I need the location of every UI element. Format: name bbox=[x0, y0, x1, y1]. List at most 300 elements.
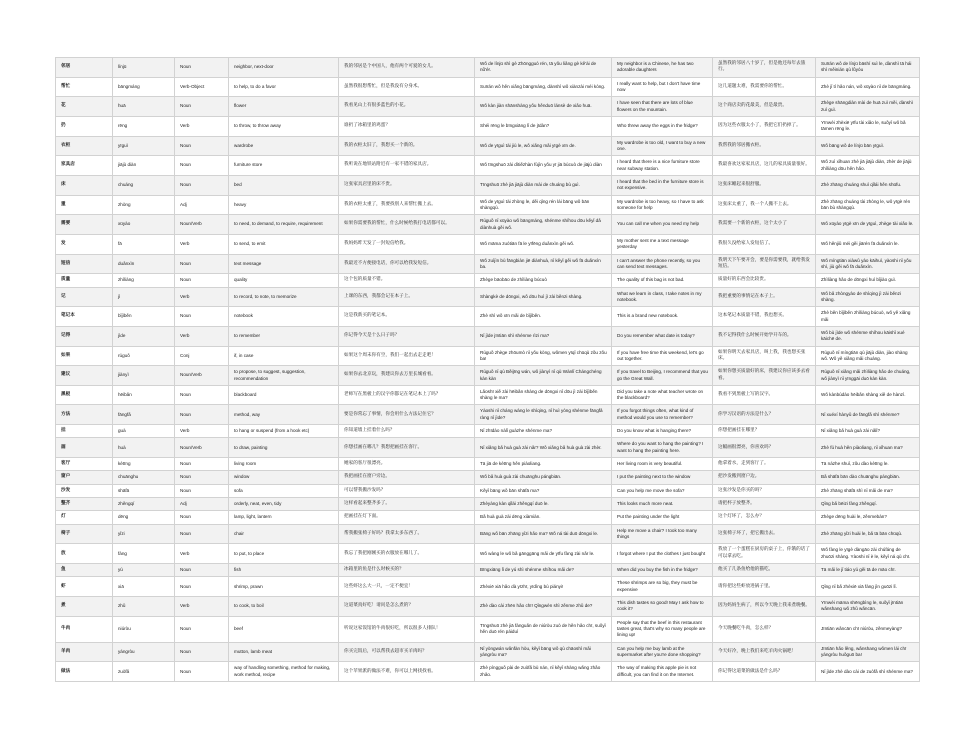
example-1-pinyin[interactable]: Wǒ de yīguì tài jiù le, wǒ xiǎng mǎi yīgè xīn de. bbox=[475, 136, 612, 156]
example-1-chinese[interactable]: 她家的客厅很漂亮。 bbox=[339, 458, 475, 471]
example-1-english[interactable]: The way of making this apple pie is not difficult, you can find it on the Internet. bbox=[612, 662, 713, 682]
example-2-pinyin[interactable]: Zhège dēng huài le, zěnmebàn? bbox=[816, 511, 920, 524]
example-1-pinyin[interactable]: Rúguǒ nǐ xūyào wǒ bāngmáng, shénme shíhou dōu kěyǐ dǎ diànhuà gěi wǒ. bbox=[475, 215, 612, 235]
example-1-pinyin[interactable]: Rúguǒ zhège zhōumò nǐ yǒu kòng, wǒmen yīqǐ chūqù zǒu zǒu ba! bbox=[475, 346, 612, 366]
example-1-chinese[interactable]: 冰箱里的鱼是什么时候买的？ bbox=[339, 564, 475, 577]
word-hanzi[interactable]: 黑板 bbox=[56, 385, 113, 405]
example-2-pinyin[interactable]: Wǒ bǎ zhòngyào de shìqing jì zài běnzi shàng. bbox=[816, 287, 920, 307]
word-hanzi[interactable]: 家具店 bbox=[56, 156, 113, 176]
example-1-english[interactable]: These shrimps are so big, they must be expensive bbox=[612, 577, 713, 597]
example-1-pinyin[interactable]: Nǐ xiǎng bǎ huà guà zài nǎr? Wǒ xiǎng bǎ huà guà zài zhèr. bbox=[475, 438, 612, 458]
part-of-speech[interactable]: Noun bbox=[175, 97, 229, 117]
example-2-pinyin[interactable]: Zhè zhāng shāfā shì nǐ mǎi de ma? bbox=[816, 484, 920, 497]
example-1-pinyin[interactable]: Wǒ de yīguì tài zhòng le, děi qǐng rén lái bāng wǒ bān shàngqù. bbox=[475, 195, 612, 215]
example-1-chinese[interactable]: 我的衣柜太重了，我要找别人来帮忙搬上去。 bbox=[339, 195, 475, 215]
english-meaning[interactable]: notebook bbox=[229, 307, 339, 327]
example-2-chinese[interactable]: 这几道题太难，我需要你的帮忙。 bbox=[713, 77, 816, 97]
word-pinyin[interactable]: fā bbox=[113, 234, 175, 254]
example-1-chinese[interactable]: 要是你常忘了事情，你会用什么方法记住它？ bbox=[339, 405, 475, 425]
example-2-chinese[interactable]: 这张沙发是你买的吗？ bbox=[713, 484, 816, 497]
english-meaning[interactable]: text message bbox=[229, 254, 339, 274]
example-2-chinese[interactable]: 这张床睡起来很舒服。 bbox=[713, 175, 816, 195]
word-hanzi[interactable]: 挂 bbox=[56, 425, 113, 438]
example-1-english[interactable]: If you forgot things often, what kind of method would you use to remember? bbox=[612, 405, 713, 425]
word-pinyin[interactable]: zuòfǎ bbox=[113, 662, 175, 682]
example-2-pinyin[interactable]: Zhè fú huà hěn piàoliang, nǐ xǐhuan ma? bbox=[816, 438, 920, 458]
example-2-chinese[interactable]: 如果你明天去家具店，叫上我，我也想买张床。 bbox=[713, 346, 816, 366]
example-2-chinese[interactable]: 我很久没给家人发短信了。 bbox=[713, 234, 816, 254]
example-2-chinese[interactable]: 因为妈妈生病了，所以今天晚上我来煮晚餐。 bbox=[713, 597, 816, 617]
example-1-pinyin[interactable]: Zhèyàng kàn qǐlái zhěngqí duō le. bbox=[475, 498, 612, 511]
example-1-pinyin[interactable]: Shàngkè de dōngxi, wǒ dōu huì jì zài běnzi shàng. bbox=[475, 287, 612, 307]
word-hanzi[interactable]: 煮 bbox=[56, 597, 113, 617]
table-row[interactable] bbox=[56, 366, 920, 386]
english-meaning[interactable]: orderly, neat, even, tidy bbox=[229, 498, 339, 511]
table-row[interactable] bbox=[56, 346, 920, 366]
word-hanzi[interactable]: 灯 bbox=[56, 511, 113, 524]
table-row[interactable] bbox=[56, 116, 920, 136]
table-row[interactable] bbox=[56, 405, 920, 425]
example-1-chinese[interactable]: 这道菜真好吃！请问是怎么煮的？ bbox=[339, 597, 475, 617]
english-meaning[interactable]: mutton, lamb meat bbox=[229, 642, 339, 662]
example-2-pinyin[interactable]: Wǒ bù jìde wǒ shénme shíhou kāishǐ xué kāichē de. bbox=[816, 326, 920, 346]
word-hanzi[interactable]: 帮忙 bbox=[56, 77, 113, 97]
english-meaning[interactable]: to draw, painting bbox=[229, 438, 339, 458]
example-2-chinese[interactable]: 这张椅子坏了，把它搬出去。 bbox=[713, 524, 816, 544]
word-pinyin[interactable]: dēng bbox=[113, 511, 175, 524]
part-of-speech[interactable]: Noun bbox=[175, 511, 229, 524]
word-hanzi[interactable]: 放 bbox=[56, 544, 113, 564]
example-1-chinese[interactable]: 我忘了我把刚刚买的衣服放在哪儿了。 bbox=[339, 544, 475, 564]
example-1-chinese[interactable]: 你想挂画在哪儿？我想把画挂在客厅。 bbox=[339, 438, 475, 458]
example-1-english[interactable]: My wardrobe is too old, I want to buy a new one. bbox=[612, 136, 713, 156]
part-of-speech[interactable]: Verb bbox=[175, 425, 229, 438]
example-1-pinyin[interactable]: Wǒ kàn jiàn shānshàng yǒu hěnduō lánsè de xiǎo huā. bbox=[475, 97, 612, 117]
part-of-speech[interactable]: Noun bbox=[175, 307, 229, 327]
part-of-speech[interactable]: Noun bbox=[175, 254, 229, 274]
example-1-english[interactable]: The quality of this bag is not bad. bbox=[612, 274, 713, 287]
english-meaning[interactable]: shrimp, prawn bbox=[229, 577, 339, 597]
word-pinyin[interactable]: jiànyì bbox=[113, 366, 175, 386]
english-meaning[interactable]: blackboard bbox=[229, 385, 339, 405]
example-1-pinyin[interactable]: Nǐ zhīdào nàlǐ guàzhe shénme ma? bbox=[475, 425, 612, 438]
word-pinyin[interactable]: zhìliàng bbox=[113, 274, 175, 287]
example-2-chinese[interactable]: 你学习汉语的方法是什么？ bbox=[713, 405, 816, 425]
table-row[interactable] bbox=[56, 511, 920, 524]
example-1-english[interactable]: My mother sent me a text message yesterday bbox=[612, 234, 713, 254]
english-meaning[interactable]: flower bbox=[229, 97, 339, 117]
example-1-pinyin[interactable]: Wǒ bǎ huà guà zài chuānghu pángbiān. bbox=[475, 471, 612, 484]
example-1-pinyin[interactable]: Yàoshi nǐ cháng wàng le shìqing, nǐ huì yòng shénme fāngfǎ ràng nǐ jìde? bbox=[475, 405, 612, 425]
english-meaning[interactable]: wardrobe bbox=[229, 136, 339, 156]
example-1-pinyin[interactable]: Nǐ yòngwán wǎnfàn hòu, kěyǐ bāng wǒ qù chāoshì mǎi yángròu ma? bbox=[475, 642, 612, 662]
example-1-english[interactable]: Do you remember what date is today? bbox=[612, 326, 713, 346]
word-hanzi[interactable]: 如果 bbox=[56, 346, 113, 366]
word-hanzi[interactable]: 邻居 bbox=[56, 58, 113, 78]
example-1-english[interactable]: Who threw away the eggs in the fridge? bbox=[612, 116, 713, 136]
part-of-speech[interactable]: Noun bbox=[175, 642, 229, 662]
english-meaning[interactable]: way of handling something, method for making, work method, recipe bbox=[229, 662, 339, 682]
word-hanzi[interactable]: 重 bbox=[56, 195, 113, 215]
example-1-pinyin[interactable]: Nǐ jìde jīntiān shì shénme rìzi ma? bbox=[475, 326, 612, 346]
word-hanzi[interactable]: 短信 bbox=[56, 254, 113, 274]
word-pinyin[interactable]: bāngmáng bbox=[113, 77, 175, 97]
table-row[interactable] bbox=[56, 544, 920, 564]
word-hanzi[interactable]: 记 bbox=[56, 287, 113, 307]
english-meaning[interactable]: to help, to do a favor bbox=[229, 77, 339, 97]
table-row[interactable] bbox=[56, 195, 920, 215]
part-of-speech[interactable]: Noun bbox=[175, 577, 229, 597]
example-2-pinyin[interactable]: Zhè zhāng yǐzi huài le, bǎ tā bān chūqù. bbox=[816, 524, 920, 544]
example-1-chinese[interactable]: 上课的东西，我都会记在本子上。 bbox=[339, 287, 475, 307]
example-2-chinese[interactable]: 他拿着水，走到客厅了。 bbox=[713, 458, 816, 471]
example-2-pinyin[interactable]: Rúguǒ nǐ míngtiān qù jiājù diàn, jiào shàng wǒ. Wǒ yě xiǎng mǎi chuáng. bbox=[816, 346, 920, 366]
example-1-english[interactable]: Her living room is very beautiful. bbox=[612, 458, 713, 471]
example-1-chinese[interactable]: 这个苹果派的做法不难，你可以上网找找看。 bbox=[339, 662, 475, 682]
english-meaning[interactable]: to hang or suspend (from a hook etc) bbox=[229, 425, 339, 438]
example-1-pinyin[interactable]: Wǒ māma zuótiān fā le yīfēng duǎnxìn gěi wǒ. bbox=[475, 234, 612, 254]
example-1-chinese[interactable]: 虽然我很想帮忙，但是我没有分身术。 bbox=[339, 77, 475, 97]
word-pinyin[interactable]: huā bbox=[113, 97, 175, 117]
table-row[interactable] bbox=[56, 471, 920, 484]
english-meaning[interactable]: sofa bbox=[229, 484, 339, 497]
word-hanzi[interactable]: 画 bbox=[56, 438, 113, 458]
table-row[interactable] bbox=[56, 577, 920, 597]
word-hanzi[interactable]: 方法 bbox=[56, 405, 113, 425]
english-meaning[interactable]: method, way bbox=[229, 405, 339, 425]
example-1-english[interactable]: I put the painting next to the window bbox=[612, 471, 713, 484]
table-row[interactable] bbox=[56, 274, 920, 287]
example-1-chinese[interactable]: 如果你需要我的帮忙，什么时候给我打电话都可以。 bbox=[339, 215, 475, 235]
table-row[interactable] bbox=[56, 597, 920, 617]
english-meaning[interactable]: to put, to place bbox=[229, 544, 339, 564]
example-1-english[interactable]: Put the painting under the light bbox=[612, 511, 713, 524]
english-meaning[interactable]: bed bbox=[229, 175, 339, 195]
word-pinyin[interactable]: guà bbox=[113, 425, 175, 438]
english-meaning[interactable]: to throw, to throw away bbox=[229, 116, 339, 136]
example-1-pinyin[interactable]: Kěyǐ bāng wǒ bān shāfā ma? bbox=[475, 484, 612, 497]
example-1-pinyin[interactable]: Wǒ de línjū shì gè Zhōngguó rén, tā yǒu liǎng gè kě'ài de nǚ'ér. bbox=[475, 58, 612, 78]
example-1-english[interactable]: I heard that there is a nice furniture store near subway station. bbox=[612, 156, 713, 176]
word-hanzi[interactable]: 沙发 bbox=[56, 484, 113, 497]
word-hanzi[interactable]: 床 bbox=[56, 175, 113, 195]
example-1-pinyin[interactable]: Tīngshuō zhè jiā jiājù diàn mài de chuáng bù guì. bbox=[475, 175, 612, 195]
example-2-pinyin[interactable]: Zhè běn bǐjìběn zhìliàng búcuò, wǒ yě xiǎng mǎi bbox=[816, 307, 920, 327]
example-1-chinese[interactable]: 我最近不方便接电话，你可以给我发短信。 bbox=[339, 254, 475, 274]
word-pinyin[interactable]: yángròu bbox=[113, 642, 175, 662]
english-meaning[interactable]: chair bbox=[229, 524, 339, 544]
word-pinyin[interactable]: hēibǎn bbox=[113, 385, 175, 405]
part-of-speech[interactable]: Noun/Verb bbox=[175, 438, 229, 458]
example-2-chinese[interactable]: 这个灯坏了，怎么办？ bbox=[713, 511, 816, 524]
word-hanzi[interactable]: 客厅 bbox=[56, 458, 113, 471]
table-row[interactable] bbox=[56, 307, 920, 327]
example-2-pinyin[interactable]: Nǐ xiǎng bǎ huà guà zài nǎlǐ? bbox=[816, 425, 920, 438]
english-meaning[interactable]: window bbox=[229, 471, 339, 484]
example-1-pinyin[interactable]: Bǎ huà guà zài dēng xiàmiàn. bbox=[475, 511, 612, 524]
table-row[interactable] bbox=[56, 234, 920, 254]
part-of-speech[interactable]: Noun bbox=[175, 156, 229, 176]
example-1-chinese[interactable]: 这张家具店里的床不贵。 bbox=[339, 175, 475, 195]
example-2-pinyin[interactable]: Nǐ jìde zhè dào cài de zuòfǎ shì shénme ma? bbox=[816, 662, 920, 682]
example-2-chinese[interactable]: 我明天下午要开会，要是你需要我，就给我发短信。 bbox=[713, 254, 816, 274]
table-row[interactable] bbox=[56, 215, 920, 235]
part-of-speech[interactable]: Conj bbox=[175, 346, 229, 366]
part-of-speech[interactable]: Noun/Verb bbox=[175, 366, 229, 386]
example-2-pinyin[interactable]: Rúguǒ nǐ xiǎng mǎi zhìliàng hǎo de chuáng, wǒ jiànyì nǐ yīnggāi duō kàn kàn. bbox=[816, 366, 920, 386]
english-meaning[interactable]: lamp, light, lantern bbox=[229, 511, 339, 524]
example-1-pinyin[interactable]: Tīngshuō zhè jiā fànguǎn de niúròu zuò de hěn hǎo chī, suǒyǐ hěn duō rén páiduì bbox=[475, 616, 612, 642]
part-of-speech[interactable]: Noun bbox=[175, 458, 229, 471]
word-pinyin[interactable]: yǐzi bbox=[113, 524, 175, 544]
example-2-chinese[interactable]: 我帮我的邻居搬衣柜。 bbox=[713, 136, 816, 156]
word-hanzi[interactable]: 衣柜 bbox=[56, 136, 113, 156]
example-1-chinese[interactable]: 这样看起来整齐多了。 bbox=[339, 498, 475, 511]
example-1-english[interactable]: I have seen that there are lots of blue flowers on the mountain. bbox=[612, 97, 713, 117]
english-meaning[interactable]: if, in case bbox=[229, 346, 339, 366]
word-pinyin[interactable]: zhěngqí bbox=[113, 498, 175, 511]
example-2-pinyin[interactable]: Wǒ kànbúdào hēibǎn shàng xiě de hànzì. bbox=[816, 385, 920, 405]
example-1-english[interactable]: Do you know what is hanging there? bbox=[612, 425, 713, 438]
example-1-pinyin[interactable]: Wǒ tīngshuō zài dìtiězhàn fùjìn yǒu yī jiā bùcuò de jiājù diàn bbox=[475, 156, 612, 176]
word-pinyin[interactable]: jì bbox=[113, 287, 175, 307]
example-1-pinyin[interactable]: Zhè píngguǒ pài de zuòfǎ bù nán, nǐ kěyǐ shàng wǎng zhǎo zhǎo. bbox=[475, 662, 612, 682]
word-hanzi[interactable]: 笔记本 bbox=[56, 307, 113, 327]
example-1-chinese[interactable]: 我的邻居是个中国人，他有两个可爱的女儿。 bbox=[339, 58, 475, 78]
example-1-english[interactable]: Help me move a chair? I took too many things bbox=[612, 524, 713, 544]
example-2-pinyin[interactable]: Wǒ xūyào yīgè xīn de yīguì, zhège tài xiǎo le. bbox=[816, 215, 920, 235]
word-pinyin[interactable]: rúguǒ bbox=[113, 346, 175, 366]
table-row[interactable] bbox=[56, 616, 920, 642]
word-pinyin[interactable]: bǐjìběn bbox=[113, 307, 175, 327]
table-row[interactable] bbox=[56, 642, 920, 662]
example-1-chinese[interactable]: 把画挂在灯下面。 bbox=[339, 511, 475, 524]
example-2-pinyin[interactable]: Wǒ míngtiān xiàwǔ yào kāihuì, yàoshi nǐ yǒu shì, jiù gěi wǒ fā duǎnxìn. bbox=[816, 254, 920, 274]
part-of-speech[interactable]: Verb-Object bbox=[175, 77, 229, 97]
part-of-speech[interactable]: Noun/Verb bbox=[175, 215, 229, 235]
word-pinyin[interactable]: shāfā bbox=[113, 484, 175, 497]
part-of-speech[interactable]: Noun bbox=[175, 471, 229, 484]
example-2-pinyin[interactable]: Tā mǎi le jǐ tiáo yú gěi tā de māo chī. bbox=[816, 564, 920, 577]
example-2-chinese[interactable]: 我把重要的事情记在本子上。 bbox=[713, 287, 816, 307]
example-2-chinese[interactable]: 这幅画很漂亮，你喜欢吗？ bbox=[713, 438, 816, 458]
example-2-chinese[interactable]: 因为这些衣服太小了，我把它们扔掉了。 bbox=[713, 116, 816, 136]
example-1-english[interactable]: This is a brand new notebook. bbox=[612, 307, 713, 327]
english-meaning[interactable]: to record, to note, to memorize bbox=[229, 287, 339, 307]
part-of-speech[interactable]: Noun bbox=[175, 524, 229, 544]
word-hanzi[interactable]: 记得 bbox=[56, 326, 113, 346]
example-1-pinyin[interactable]: Lǎoshī xiě zài hēibǎn shàng de dōngxi nǐ dōu jì zài bǐjìběn shàng le ma? bbox=[475, 385, 612, 405]
word-pinyin[interactable]: fàng bbox=[113, 544, 175, 564]
example-2-chinese[interactable]: 我需要一个新的衣柜，这个太小了 bbox=[713, 215, 816, 235]
example-1-chinese[interactable]: 谁扔了冰箱里的鸡蛋？ bbox=[339, 116, 475, 136]
english-meaning[interactable]: furniture store bbox=[229, 156, 339, 176]
word-pinyin[interactable]: xiā bbox=[113, 577, 175, 597]
part-of-speech[interactable]: Noun bbox=[175, 405, 229, 425]
word-pinyin[interactable]: línjū bbox=[113, 58, 175, 78]
example-2-chinese[interactable]: 虽然我的邻居八十岁了，但是他还每年去旅行。 bbox=[713, 58, 816, 78]
example-1-english[interactable]: Can you help me buy lamb at the supermarket after you're done shopping? bbox=[612, 642, 713, 662]
example-2-chinese[interactable]: 这张床太重了，我一个人搬不上去。 bbox=[713, 195, 816, 215]
english-meaning[interactable]: to remember bbox=[229, 326, 339, 346]
example-2-chinese[interactable]: 你记得这道菜的做法是什么吗？ bbox=[713, 662, 816, 682]
example-1-chinese[interactable]: 如果你去北京玩，我建议你去万里长城看看。 bbox=[339, 366, 475, 386]
example-1-chinese[interactable]: 帮我搬张椅子好吗？我拿太多东西了。 bbox=[339, 524, 475, 544]
example-1-english[interactable]: You can call me when you need my help bbox=[612, 215, 713, 235]
example-1-english[interactable]: I really want to help, but I don't have time now bbox=[612, 77, 713, 97]
example-1-english[interactable]: Where do you want to hang the painting? I want to hang the painting here. bbox=[612, 438, 713, 458]
table-row[interactable] bbox=[56, 438, 920, 458]
part-of-speech[interactable]: Verb bbox=[175, 234, 229, 254]
example-1-chinese[interactable]: 我把画挂在窗户旁边。 bbox=[339, 471, 475, 484]
example-2-pinyin[interactable]: Suīrán wǒ de línjū bāshí suì le, dànshì tā hái shì měinián qù lǚyóu bbox=[816, 58, 920, 78]
example-2-pinyin[interactable]: Zhè zhāng chuáng shuì qǐlái hěn shūfu. bbox=[816, 175, 920, 195]
table-row[interactable] bbox=[56, 58, 920, 78]
example-1-chinese[interactable]: 这些虾这么大一只，一定不便宜！ bbox=[339, 577, 475, 597]
example-1-chinese[interactable]: 这是我新买的笔记本。 bbox=[339, 307, 475, 327]
example-1-chinese[interactable]: 可以帮我搬沙发吗？ bbox=[339, 484, 475, 497]
english-meaning[interactable]: to propose, to suggest, suggestion, recommendation bbox=[229, 366, 339, 386]
example-2-chinese[interactable]: 今天好冷，晚上我们来吃羊肉火锅吧！ bbox=[713, 642, 816, 662]
example-1-english[interactable]: My neighbor is a Chinese, he has two adorable daughters bbox=[612, 58, 713, 78]
word-pinyin[interactable]: huà bbox=[113, 438, 175, 458]
example-1-pinyin[interactable]: Zhè shì wǒ xīn mǎi de bǐjìběn. bbox=[475, 307, 612, 327]
example-1-pinyin[interactable]: Wǒ wàng le wǒ bǎ gānggāng mǎi de yīfu fàng zài nǎr le. bbox=[475, 544, 612, 564]
english-meaning[interactable]: fish bbox=[229, 564, 339, 577]
english-meaning[interactable]: neighbor, next-door bbox=[229, 58, 339, 78]
example-1-chinese[interactable]: 我看见山上有很多蓝色的小花。 bbox=[339, 97, 475, 117]
word-pinyin[interactable]: xūyào bbox=[113, 215, 175, 235]
word-pinyin[interactable]: yīguì bbox=[113, 136, 175, 156]
table-row[interactable] bbox=[56, 156, 920, 176]
word-hanzi[interactable]: 整齐 bbox=[56, 498, 113, 511]
example-2-pinyin[interactable]: Zhìliàng hǎo de dōngxi huì bǐjiào guì. bbox=[816, 274, 920, 287]
word-pinyin[interactable]: jiājù diàn bbox=[113, 156, 175, 176]
table-row[interactable] bbox=[56, 425, 920, 438]
example-1-english[interactable]: Did you take a note what teacher wrote on the blackboard? bbox=[612, 385, 713, 405]
example-2-chinese[interactable]: 你想把画挂在哪里？ bbox=[713, 425, 816, 438]
example-2-pinyin[interactable]: Qǐng bǎ bēizi fàng zhěngqí. bbox=[816, 498, 920, 511]
table-row[interactable] bbox=[56, 458, 920, 471]
word-pinyin[interactable]: chuáng bbox=[113, 175, 175, 195]
part-of-speech[interactable]: Verb bbox=[175, 287, 229, 307]
word-pinyin[interactable]: duǎnxìn bbox=[113, 254, 175, 274]
example-1-chinese[interactable]: 你知道墙上挂着什么吗？ bbox=[339, 425, 475, 438]
example-1-chinese[interactable]: 我的衣柜太旧了，我想买一个新的。 bbox=[339, 136, 475, 156]
example-1-chinese[interactable]: 我听说在地铁站附近有一家不错的家具店。 bbox=[339, 156, 475, 176]
table-row[interactable] bbox=[56, 498, 920, 511]
word-hanzi[interactable]: 窗户 bbox=[56, 471, 113, 484]
example-2-chinese[interactable]: 质量好的东西会比较贵。 bbox=[713, 274, 816, 287]
part-of-speech[interactable]: Noun bbox=[175, 385, 229, 405]
example-2-chinese[interactable]: 他买了几条鱼给他的猫吃。 bbox=[713, 564, 816, 577]
part-of-speech[interactable]: Adj bbox=[175, 195, 229, 215]
example-1-pinyin[interactable]: Wǒ zuìjìn bù fāngbiàn jiē diànhuà, nǐ kěyǐ gěi wǒ fā duǎnxìn ba. bbox=[475, 254, 612, 274]
word-hanzi[interactable]: 做法 bbox=[56, 662, 113, 682]
word-pinyin[interactable]: rēng bbox=[113, 116, 175, 136]
example-1-english[interactable]: What we learn in class, I take notes in my notebook. bbox=[612, 287, 713, 307]
example-2-pinyin[interactable]: Wǒ bāng wǒ de línjū bān yīguì. bbox=[816, 136, 920, 156]
example-2-pinyin[interactable]: Jīntiān wǎncān chī niúròu, zěnmeyàng? bbox=[816, 616, 920, 642]
example-1-chinese[interactable]: 如果这个周末你有空，我们一起出去走走吧！ bbox=[339, 346, 475, 366]
example-2-pinyin[interactable]: Wǒ fàng le yīgè dàngāo zài chúfáng de zhuōzi shàng. Yàoshi nǐ è le, kěyǐ ná qù chī. bbox=[816, 544, 920, 564]
word-pinyin[interactable]: fāngfǎ bbox=[113, 405, 175, 425]
word-hanzi[interactable]: 牛肉 bbox=[56, 616, 113, 642]
table-row[interactable] bbox=[56, 287, 920, 307]
part-of-speech[interactable]: Noun bbox=[175, 616, 229, 642]
example-1-english[interactable]: When did you buy the fish in the fridge? bbox=[612, 564, 713, 577]
word-hanzi[interactable]: 需要 bbox=[56, 215, 113, 235]
word-pinyin[interactable]: kètīng bbox=[113, 458, 175, 471]
example-2-chinese[interactable]: 我不记得我什么时候开始学开车的。 bbox=[713, 326, 816, 346]
example-2-chinese[interactable]: 如果你想买质量好的床，我建议你应该多去看看。 bbox=[713, 366, 816, 386]
example-1-english[interactable]: My wardrobe is too heavy, so I have to ask someone for help bbox=[612, 195, 713, 215]
table-row[interactable] bbox=[56, 326, 920, 346]
example-2-chinese[interactable]: 今天晚餐吃牛肉，怎么样？ bbox=[713, 616, 816, 642]
table-row[interactable] bbox=[56, 175, 920, 195]
example-2-chinese[interactable]: 这本笔记本质量不错，我也想买。 bbox=[713, 307, 816, 327]
example-2-chinese[interactable]: 请你把这些虾放进锅子里。 bbox=[713, 577, 816, 597]
example-1-pinyin[interactable]: Shéi rēng le bīngxiāng lǐ de jīdàn? bbox=[475, 116, 612, 136]
english-meaning[interactable]: heavy bbox=[229, 195, 339, 215]
example-1-chinese[interactable]: 这个包的质量不错。 bbox=[339, 274, 475, 287]
example-2-chinese[interactable]: 把沙发搬到窗户边。 bbox=[713, 471, 816, 484]
example-2-pinyin[interactable]: Yīnwèi māma shēngbìng le, suǒyǐ jīntiān wǎnshang wǒ zhǔ wǎncān. bbox=[816, 597, 920, 617]
table-row[interactable] bbox=[56, 524, 920, 544]
example-1-chinese[interactable]: 你买完饭后，可以帮我去超市买羊肉吗？ bbox=[339, 642, 475, 662]
word-pinyin[interactable]: jìde bbox=[113, 326, 175, 346]
word-hanzi[interactable]: 椅子 bbox=[56, 524, 113, 544]
example-1-english[interactable]: If you travel to Beijing, I recommend that you go the Great Wall. bbox=[612, 366, 713, 386]
example-1-chinese[interactable]: 老师写在黑板上的汉字你都记在笔记本上了吗？ bbox=[339, 385, 475, 405]
part-of-speech[interactable]: Verb bbox=[175, 544, 229, 564]
example-1-pinyin[interactable]: Suīrán wǒ hěn xiǎng bāngmáng, dànshì wǒ xiànzài méi kòng. bbox=[475, 77, 612, 97]
example-2-chinese[interactable]: 我放了一个蛋糕在厨房的桌子上，你饿的话了可以拿去吃。 bbox=[713, 544, 816, 564]
example-1-english[interactable]: I can't answer the phone recently, so you can send text messages. bbox=[612, 254, 713, 274]
example-2-pinyin[interactable]: Zhè jǐ tí hǎo nán, wǒ xūyào nǐ de bāngmáng. bbox=[816, 77, 920, 97]
word-pinyin[interactable]: niúròu bbox=[113, 616, 175, 642]
table-row[interactable] bbox=[56, 564, 920, 577]
example-2-pinyin[interactable]: Wǒ hěnjiǔ méi gěi jiārén fā duǎnxìn le. bbox=[816, 234, 920, 254]
word-hanzi[interactable]: 羊肉 bbox=[56, 642, 113, 662]
part-of-speech[interactable]: Verb bbox=[175, 116, 229, 136]
part-of-speech[interactable]: Verb bbox=[175, 326, 229, 346]
example-2-chinese[interactable]: 我看不到黑板上写的汉字。 bbox=[713, 385, 816, 405]
example-1-english[interactable]: Can you help me move the sofa? bbox=[612, 484, 713, 497]
word-hanzi[interactable]: 发 bbox=[56, 234, 113, 254]
english-meaning[interactable]: quality bbox=[229, 274, 339, 287]
example-1-pinyin[interactable]: Bīngxiāng lǐ de yú shì shénme shíhou mǎi de? bbox=[475, 564, 612, 577]
example-1-english[interactable]: If you have free time this weekend, let's go out together. bbox=[612, 346, 713, 366]
example-2-pinyin[interactable]: Jīntiān hǎo lěng, wǎnshang wǒmen lái chī yángròu huǒguō ba! bbox=[816, 642, 920, 662]
example-2-pinyin[interactable]: Tā názhe shuǐ, zǒu dào kètīng le. bbox=[816, 458, 920, 471]
table-row[interactable] bbox=[56, 77, 920, 97]
example-1-pinyin[interactable]: Zhè dào cài zhēn hǎo chī! Qǐngwèn shì zěnme zhǔ de? bbox=[475, 597, 612, 617]
english-meaning[interactable]: living room bbox=[229, 458, 339, 471]
part-of-speech[interactable]: Noun bbox=[175, 175, 229, 195]
word-hanzi[interactable]: 花 bbox=[56, 97, 113, 117]
english-meaning[interactable]: to cook, to boil bbox=[229, 597, 339, 617]
example-1-chinese[interactable]: 你记得今天是十么日子吗？ bbox=[339, 326, 475, 346]
example-2-pinyin[interactable]: Zhè zhāng chuáng tài zhòng le, wǒ yīgè rén bān bù shàngqù. bbox=[816, 195, 920, 215]
example-2-pinyin[interactable]: Zhège shāngdiàn mài de huā zuì měi, dànshì zuì guì. bbox=[816, 97, 920, 117]
example-1-pinyin[interactable]: Zhège bāobāo de zhìliàng búcuò bbox=[475, 274, 612, 287]
english-meaning[interactable]: beef bbox=[229, 616, 339, 642]
example-2-chinese[interactable]: 请把杯子放整齐。 bbox=[713, 498, 816, 511]
example-2-pinyin[interactable]: Bǎ shāfā bān dào chuānghu pángbiān. bbox=[816, 471, 920, 484]
part-of-speech[interactable]: Adj bbox=[175, 498, 229, 511]
example-1-english[interactable]: This looks much more neat. bbox=[612, 498, 713, 511]
